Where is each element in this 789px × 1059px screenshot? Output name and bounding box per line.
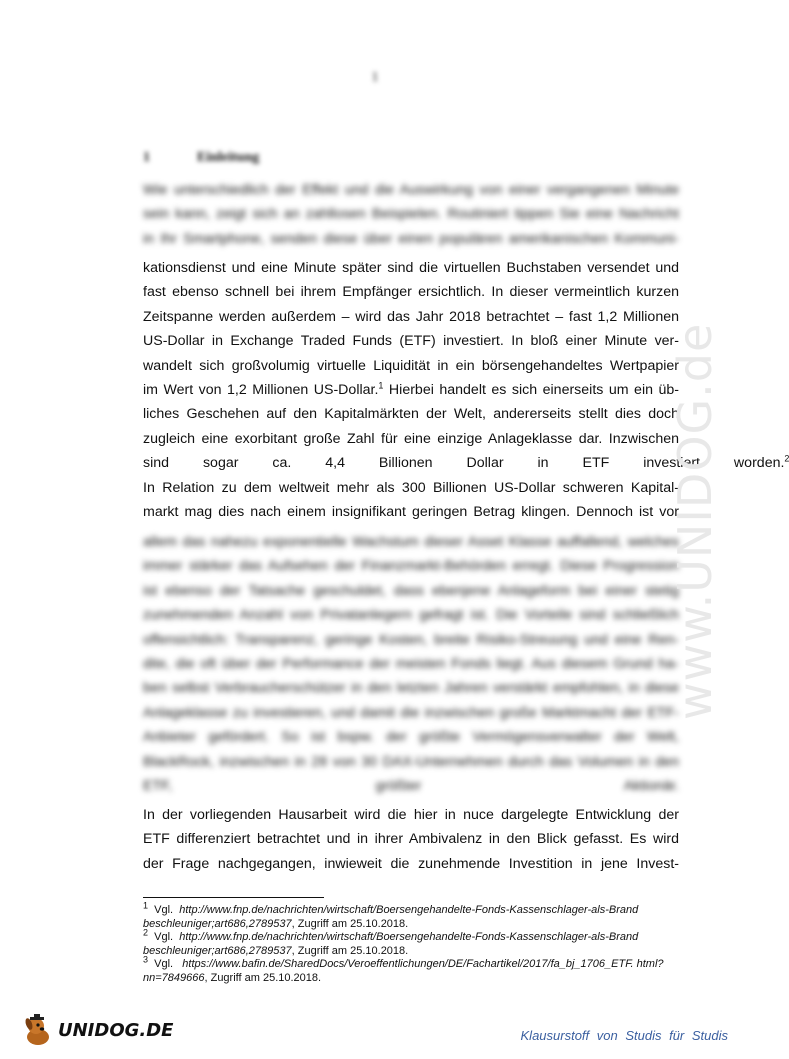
text-line: ist ebenso der Tatsache geschuldet, dass ebenjene Anlageform bei einer stetig	[143, 582, 679, 599]
text-line: Anbieter gefördert. So ist bspw. der größte Vermögensverwalter der Welt,	[143, 729, 679, 746]
text-line: liches Geschehen auf den Kapitalmärkten der Welt, andererseits stellt dies doch	[143, 406, 679, 423]
text-line: wandelt sich großvolumig virtuelle Liquidität in ein börsengehandeltes Wertpapier	[143, 357, 679, 374]
footnote-prefix: Vgl.	[154, 931, 174, 944]
text-line-footnote-1	[143, 378, 679, 402]
dog-mascot-icon	[22, 1013, 56, 1047]
footnote-mark: 2	[143, 927, 149, 938]
footnote-1	[143, 900, 679, 931]
text-line: BlackRock, inzwischen in 28 von 30 DAX-Unternehmen durch das Volumen in den	[143, 753, 679, 770]
text-line: ben selbst Verbraucherschützer in den letzten Jahren verstärkt empfohlen, in diese	[143, 680, 679, 697]
visible-paragraph-closing	[143, 803, 679, 876]
text-line: ETF, größter Aktionär.	[143, 777, 679, 794]
text-line: kationsdienst und eine Minute später sind die virtuellen Buchstaben versendet und	[143, 260, 679, 276]
chapter-number: 1	[143, 150, 150, 165]
footnote-separator	[143, 897, 324, 898]
footnote-link[interactable]: https://www.bafin.de/SharedDocs/Veroeffentlichungen/DE/Fachartikel/2017/fa_bj_1706_ETF. html?nn=7849666	[143, 958, 664, 984]
text-line: Zeitspanne werden außerdem – wird das Jahr 2018 betrachtet – fast 1,2 Millionen	[143, 308, 679, 325]
tagline: Klausurstoff von Studis für Studis	[520, 1028, 728, 1043]
text-line: sein kann, zeigt sich an zahllosen Beispielen. Routiniert tippen Sie eine Nachricht	[143, 206, 679, 223]
watermark: www.UNIDOG.de	[668, 322, 722, 720]
text-line-footnote-2	[143, 451, 789, 475]
footnote-2	[143, 927, 679, 958]
footnote-suffix: , Zugriff am 25.10.2018.	[204, 971, 322, 984]
blurred-paragraph-middle	[143, 530, 679, 798]
text-line: In Relation zu dem weltweit mehr als 300 Billionen US-Dollar schweren Kapital-	[143, 479, 679, 496]
footnote-prefix: Vgl.	[154, 958, 174, 971]
text-line: markt mag dies nach einem insignifikant geringen Betrag klingen. Dennoch ist vor	[143, 503, 679, 520]
footnote-ref-2: 2	[784, 453, 789, 464]
footnote-link[interactable]: http://www.fnp.de/nachrichten/wirtschaft/Boersengehandelte-Fonds-Kassenschlager-als-Brand beschleuniger;art686,2789537	[143, 931, 639, 957]
text-line: ETF differenziert betrachtet und in ihrer Ambivalenz in den Blick gefasst. Es wird	[143, 831, 679, 848]
chapter-heading	[143, 150, 259, 166]
footnote-suffix: , Zugriff am 25.10.2018.	[291, 944, 409, 957]
line-text: Hierbei handelt es sich einerseits um ein üb-	[383, 381, 679, 398]
blurred-paragraph-top	[143, 178, 679, 251]
text-line: zugleich eine exorbitant große Zahl für eine einzige Anlageklasse dar. Inzwischen	[143, 430, 679, 447]
footnote-ref-1: 1	[378, 380, 384, 391]
text-line: der Frage nachgegangen, inwieweit die zunehmende Investition in jene Invest-	[143, 855, 679, 872]
line-text: im Wert von 1,2 Millionen US-Dollar.	[143, 381, 379, 398]
footnote-suffix: , Zugriff am 25.10.2018.	[291, 917, 409, 930]
footnotes	[143, 900, 679, 986]
chapter-title: Einleitung	[197, 150, 260, 165]
text-line: zunehmenden Anzahl von Privatanlegern gefragt ist. Die Vorteile sind schließlich	[143, 607, 679, 624]
footnote-mark: 3	[143, 954, 149, 965]
text-line: dite, die oft über der Performance der meisten Fonds liegt. Aus diesem Grund ha-	[143, 655, 679, 672]
footnote-3	[143, 954, 679, 985]
text-line: Anlageklasse zu investieren, und damit die inzwischen große Marktmacht der ETF-	[143, 704, 679, 721]
line-text: sind sogar ca. 4,4 Billionen Dollar in ETF investiert worden.	[143, 455, 785, 472]
unidog-logo[interactable]	[22, 1012, 173, 1048]
text-line: offensichtlich: Transparenz, geringe Kosten, breite Risiko-Streuung und eine Ren-	[143, 631, 679, 648]
text-line: fast ebenso schnell bei ihrem Empfänger ersichtlich. In dieser vermeintlich kurzen	[143, 284, 679, 301]
page-number: 1	[371, 70, 379, 85]
footnote-mark: 1	[143, 900, 149, 911]
text-line: in Ihr Smartphone, senden diese über einen populären amerikanischen Kommuni-	[143, 230, 679, 247]
text-line: In der vorliegenden Hausarbeit wird die hier in nuce dargelegte Entwicklung der	[143, 807, 679, 823]
logo-text: UNIDOG.DE	[58, 1019, 174, 1041]
footnote-prefix: Vgl.	[154, 904, 174, 916]
text-line: US-Dollar in Exchange Traded Funds (ETF) investiert. In bloß einer Minute ver-	[143, 333, 679, 350]
text-line: immer stärker das Aufsehen der Finanzmarkt-Behörden erregt. Diese Progression	[143, 558, 679, 575]
footnote-link[interactable]: http://www.fnp.de/nachrichten/wirtschaft/Boersengehandelte-Fonds-Kassenschlager-als-Brand beschleuniger;art686,2789537	[143, 904, 639, 930]
text-line: Wie unterschiedlich der Effekt und die Auswirkung von einer vergangenen Minute	[143, 182, 679, 198]
text-line: allem das nahezu exponentielle Wachstum dieser Asset Klasse auffallend, welches	[143, 534, 679, 550]
